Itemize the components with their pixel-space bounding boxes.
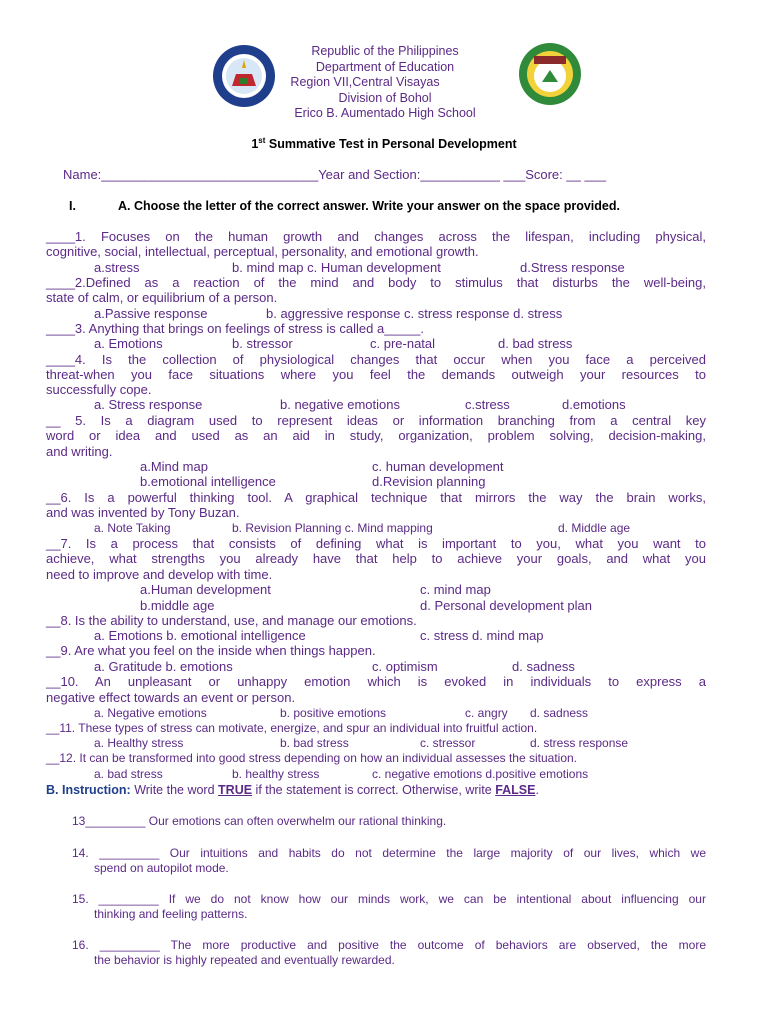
- option: b.middle age: [140, 598, 215, 613]
- option: a.Mind map: [140, 459, 208, 474]
- option: d. Middle age: [558, 521, 631, 535]
- score-field[interactable]: Score: __ ___: [525, 167, 607, 182]
- option: b. negative emotions: [280, 397, 400, 412]
- option: a. Healthy stress: [94, 736, 184, 750]
- header-line: Republic of the Philippines: [311, 44, 459, 58]
- option: c. pre-natal: [370, 336, 436, 351]
- name-line: [63, 167, 606, 182]
- option: a. Stress response: [94, 397, 203, 412]
- tf-item-14: 14. _________ Our intuitions and habits do not determine the large majority of our lives, which we: [72, 846, 706, 860]
- option: b. aggressive response c. stress response d. stress: [266, 306, 563, 321]
- test-title: 1st Summative Test in Personal Development: [251, 136, 517, 152]
- question-11: __11. These types of stress can motivate, energize, and spur an individual into fruitful action.: [46, 721, 538, 735]
- question-1: ____1. Focuses on the human growth and changes across the lifespan, including physical,: [46, 229, 706, 244]
- question-6: __6. Is a powerful thinking tool. A graphical technique that mirrors the way the brain works,: [46, 490, 706, 505]
- question-8: __8. Is the ability to understand, use, and manage our emotions.: [46, 613, 417, 628]
- option: d. sadness: [512, 659, 575, 674]
- option: b. positive emotions: [280, 706, 387, 720]
- option: a.Passive response: [94, 306, 208, 321]
- answer-blank[interactable]: 13_________: [72, 814, 146, 828]
- option: c. negative emotions d.positive emotions: [372, 767, 589, 781]
- option: c. angry: [465, 706, 508, 720]
- option: a. Gratitude b. emotions: [94, 659, 233, 674]
- option: d. stress response: [530, 736, 629, 750]
- option: b. healthy stress: [232, 767, 320, 781]
- name-field[interactable]: Name:______________________________: [63, 167, 319, 182]
- question-6-cont: and was invented by Tony Buzan.: [46, 505, 240, 520]
- question-9: __9. Are what you feel on the inside when things happen.: [46, 643, 376, 658]
- question-3: ____3. Anything that brings on feelings of stress is called a_____.: [46, 321, 424, 336]
- header-line: Region VII,Central Visayas: [290, 75, 440, 89]
- question-5: __ 5. Is a diagram used to represent ideas or information branching from a central key: [46, 413, 706, 428]
- option: d.Revision planning: [372, 474, 486, 489]
- option: b. mind map c. Human development: [232, 260, 441, 275]
- tf-item-16: 16. _________ The more productive and positive the outcome of behaviors are observed, the more: [72, 938, 706, 952]
- school-header: [200, 44, 570, 122]
- question-2: ____2.Defined as a reaction of the mind and body to stimulus that disturbs the well-being,: [46, 275, 706, 290]
- question-5-cont: and writing.: [46, 444, 113, 459]
- question-1-cont: cognitive, social, intellectual, perceptual, personality, and emotional growth.: [46, 244, 479, 259]
- option: c.stress: [465, 397, 510, 412]
- option: c. human development: [372, 459, 504, 474]
- tf-item-15-cont: thinking and feeling patterns.: [94, 907, 248, 921]
- question-7-cont: achieve, what strengths you already have that help to achieve your goals, and what you: [46, 551, 706, 566]
- option: c. stress d. mind map: [420, 628, 544, 643]
- tf-item-14-cont: spend on autopilot mode.: [94, 861, 229, 875]
- question-4-cont: successfully cope.: [46, 382, 152, 397]
- question-10: __10. An unpleasant or unhappy emotion which is evoked in individuals to express a: [46, 674, 706, 689]
- option: c. optimism: [372, 659, 438, 674]
- header-line: Department of Education: [315, 59, 455, 74]
- option: d. bad stress: [498, 336, 573, 351]
- header-line: Division of Bohol: [338, 90, 432, 105]
- answer-blank[interactable]: 15. _________: [72, 892, 159, 906]
- option: b.emotional intelligence: [140, 474, 276, 489]
- year-section-field[interactable]: Year and Section:___________ ___: [318, 167, 526, 182]
- option: d. Personal development plan: [420, 598, 593, 613]
- true-word: TRUE: [218, 783, 253, 797]
- option: c. mind map: [420, 582, 491, 597]
- option: a. Emotions: [94, 336, 163, 351]
- part-b-label: B. Instruction:: [46, 783, 131, 797]
- question-4: ____4. Is the collection of physiological changes that occur when you face a perceived: [46, 352, 706, 367]
- question-5-cont: word or idea and used as an aid in study, organization, problem solving, decision-making,: [46, 428, 706, 443]
- option: d. sadness: [530, 706, 589, 720]
- tf-item-16-cont: the behavior is highly repeated and eventually rewarded.: [94, 953, 395, 967]
- question-4-cont: threat-when you face situations where you feel the demands outweigh your resources to: [46, 367, 706, 382]
- option: a. Negative emotions: [94, 706, 207, 720]
- option: a. Note Taking: [94, 521, 171, 535]
- option: a. bad stress: [94, 767, 163, 781]
- option: a.Human development: [140, 582, 271, 597]
- option: d.Stress response: [520, 260, 625, 275]
- answer-blank[interactable]: 16. _________: [72, 938, 160, 952]
- header-line: Erico B. Aumentado High School: [294, 106, 476, 120]
- question-2-cont: state of calm, or equilibrium of a person.: [46, 290, 278, 305]
- option: b. Revision Planning c. Mind mapping: [232, 521, 433, 535]
- option: a. Emotions b. emotional intelligence: [94, 628, 306, 643]
- part-b-instruction: B. Instruction: Write the word TRUE if the statement is correct. Otherwise, write FALSE.: [46, 783, 539, 797]
- false-word: FALSE: [495, 783, 536, 797]
- question-10-cont: negative effect towards an event or person.: [46, 690, 296, 705]
- question-7-cont: need to improve and develop with time.: [46, 567, 273, 582]
- part-a-instruction: A. Choose the letter of the correct answer. Write your answer on the space provided.: [118, 199, 620, 213]
- part-a-roman: I.: [69, 199, 76, 213]
- tf-item-13: 13_________ Our emotions can often overwhelm our rational thinking.: [72, 814, 447, 828]
- option: c. stressor: [420, 736, 476, 750]
- option: a.stress: [94, 260, 140, 275]
- option: d.emotions: [562, 397, 626, 412]
- option: b. bad stress: [280, 736, 349, 750]
- answer-blank[interactable]: 14. _________: [72, 846, 160, 860]
- question-7: __7. Is a process that consists of defining what is important to you, what you want to: [46, 536, 706, 551]
- tf-item-15: 15. _________ If we do not know how our minds work, we can be intentional about influencing our: [72, 892, 706, 906]
- question-12: __12. It can be transformed into good stress depending on how an individual assesses the situation.: [46, 751, 578, 765]
- option: b. stressor: [232, 336, 293, 351]
